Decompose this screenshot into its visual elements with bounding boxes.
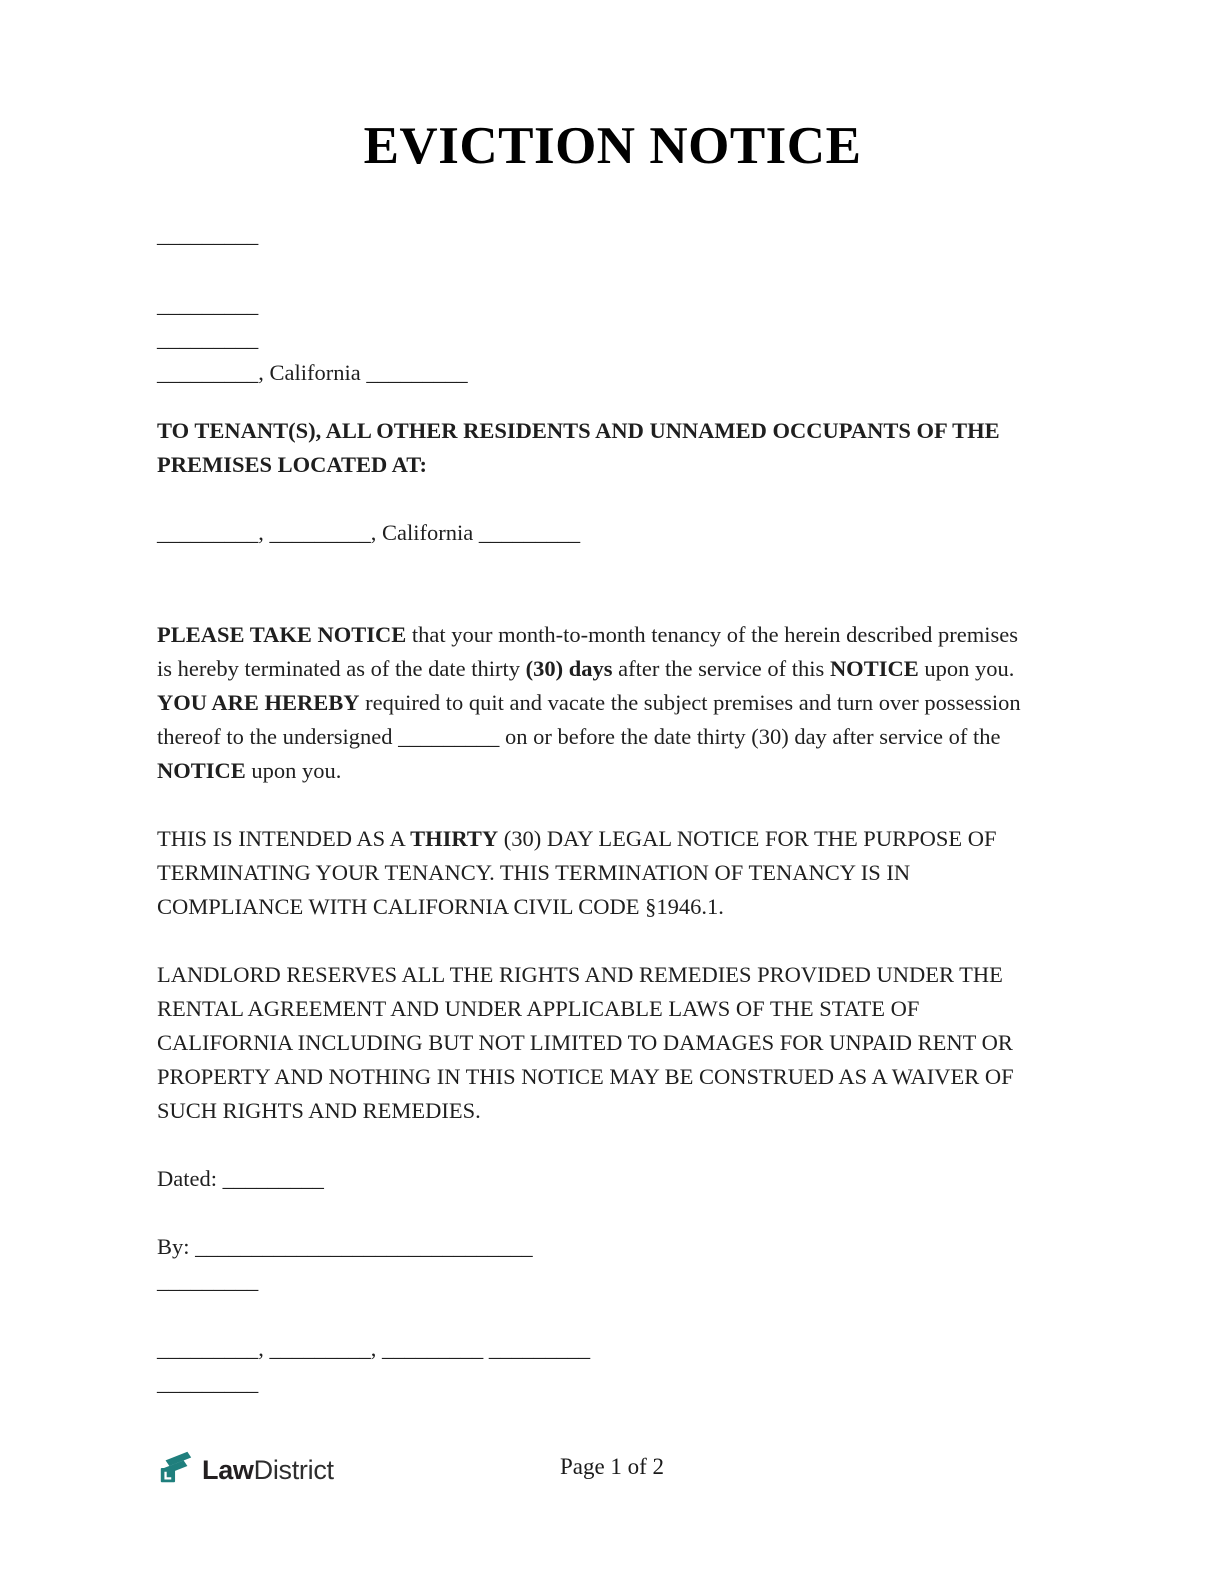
- sender-address-blank-1: _________: [157, 292, 259, 317]
- document-title: EVICTION NOTICE: [363, 117, 862, 175]
- lawdistrict-logo-icon: [157, 1448, 195, 1491]
- signer-address-line: _________, _________, _________ _________: [157, 1336, 591, 1361]
- lawdistrict-logo-text: [202, 1452, 334, 1488]
- sender-city-state-line: _________, California _________: [157, 360, 468, 385]
- premises-address-line: _________, _________, California _________: [157, 520, 581, 545]
- dated-line: Dated: _________: [157, 1166, 324, 1191]
- sender-address-blank-2: _________: [157, 326, 259, 351]
- recipient-heading: [157, 414, 1037, 482]
- page-footer: [157, 1446, 1067, 1494]
- intent-paragraph: THIS IS INTENDED AS A THIRTY (30) DAY LEGAL NOTICE FOR THE PURPOSE OF TERMINATING YOUR TENANCY. THIS TERMINATION OF TENANCY IS IN COMPLIANCE WITH CALIFORNIA CIVIL CODE §1946.1.: [157, 826, 997, 919]
- page-number-indicator: Page 1 of 2: [559, 1454, 665, 1479]
- lawdistrict-logo: [157, 1448, 334, 1491]
- rights-paragraph: LANDLORD RESERVES ALL THE RIGHTS AND REMEDIES PROVIDED UNDER THE RENTAL AGREEMENT AND UNDER APPLICABLE LAWS OF THE STATE OF CALIFORNIA INCLUDING BUT NOT LIMITED TO DAMAGES FOR UNPAID RENT OR PROPERTY AND NOTHING IN THIS NOTICE MAY BE CONSTRUED AS A WAIVER OF SUCH RIGHTS AND REMEDIES.: [157, 962, 1014, 1123]
- signature-by-line: By: ______________________________: [157, 1234, 533, 1259]
- signer-blank-2: _________: [157, 1370, 259, 1395]
- logo-text-district: District: [253, 1454, 334, 1485]
- recipient-heading-line-1: TO TENANT(S), ALL OTHER RESIDENTS AND UNNAMED OCCUPANTS OF THE: [157, 418, 1000, 443]
- document-content: [0, 118, 1224, 1400]
- notice-paragraph: PLEASE TAKE NOTICE that your month-to-month tenancy of the herein described premises is hereby terminated as of the date thirty (30) days after the service of this NOTICE upon you. YOU ARE HEREBY required to quit and vacate the subject premises and turn over possession thereof to the undersigned _________ on or before the date thirty (30) day after service of the NOTICE upon you.: [157, 622, 1021, 783]
- sender-date-blank: _________: [157, 222, 259, 247]
- signer-blank-1: _________: [157, 1268, 259, 1293]
- logo-text-law: Law: [202, 1454, 254, 1485]
- recipient-heading-line-2: PREMISES LOCATED AT:: [157, 452, 428, 477]
